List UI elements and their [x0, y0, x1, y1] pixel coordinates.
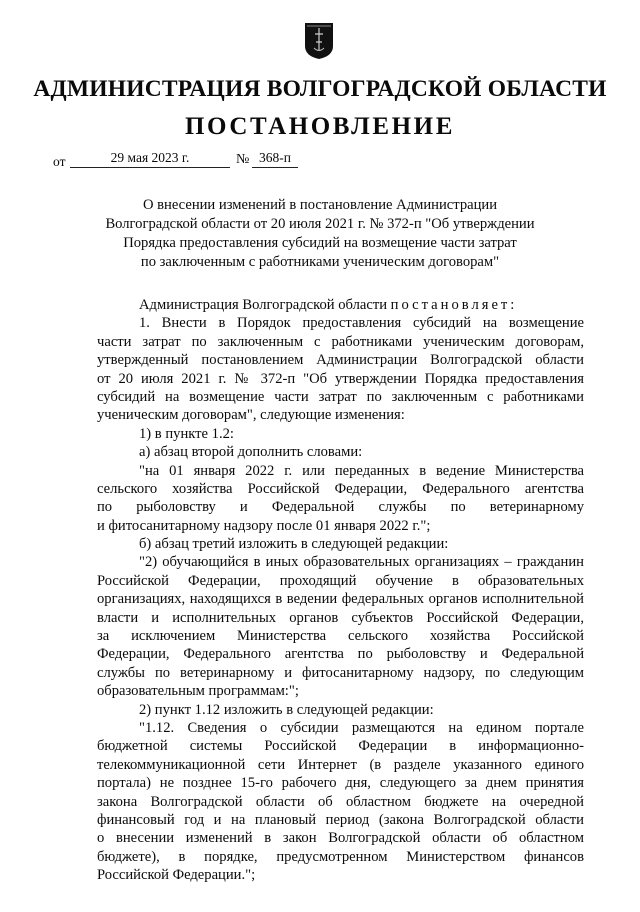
body-line: Российской Федерации, проходящий обучение в образовательных	[97, 572, 584, 589]
decree-number: 368-п	[252, 150, 298, 168]
preamble-subject: Администрация Волгоградской области	[139, 297, 388, 313]
body-line: утвержденный постановлением Администрации Волгоградской области	[97, 352, 584, 369]
body-line: портала) не позднее 15-го рабочего дня, следующего за днем принятия	[97, 775, 584, 792]
decree-body	[97, 296, 584, 885]
body-line: финансовый год и на плановый период (закона Волгоградской области	[97, 811, 584, 828]
body-line: сельского хозяйства Российской Федерации, Федерального агентства	[97, 480, 584, 497]
body-line: субсидий на возмещение части затрат по заключенным с работниками	[97, 388, 584, 405]
body-line: образовательным программам:";	[97, 683, 299, 700]
body-line: по рыболовству и Федеральной службы по ветеринарному	[97, 499, 584, 516]
body-line: организациях, находящихся в ведении федеральных органов исполнительной	[97, 591, 584, 608]
date-label: от	[53, 154, 66, 169]
title-line: Порядка предоставления субсидий на возмещение части затрат	[123, 235, 517, 251]
preamble-verb: постановляет:	[390, 297, 518, 313]
body-line: и фитосанитарному надзору после 01 января 2022 г.";	[97, 517, 431, 534]
body-line: Российской Федерации.";	[97, 867, 256, 884]
body-line: за исключением Министерства сельского хозяйства Российской	[97, 628, 584, 645]
body-line: телекоммуникационной сети Интернет (в разделе указанного единого	[97, 756, 584, 773]
body-line: "2) обучающийся в иных образовательных организациях – гражданин	[139, 554, 584, 571]
body-line: ученическим договорам", следующие изменения:	[97, 407, 405, 424]
body-line: о внесении изменений в закон Волгоградской области об областном	[97, 830, 584, 847]
number-label: №	[236, 152, 250, 167]
coat-of-arms-icon	[304, 22, 334, 60]
body-line: закона Волгоградской области об областном бюджете на очередной	[97, 793, 584, 810]
title-line: О внесении изменений в постановление Администрации	[142, 197, 498, 213]
preamble	[97, 296, 584, 314]
title-line: по заключенным с работниками ученическим договорам"	[140, 254, 500, 270]
body-line: власти и исполнительных органов субъектов Российской Федерации,	[97, 609, 584, 626]
decree-date: 29 мая 2023 г.	[70, 150, 230, 168]
body-line: "1.12. Сведения о субсидии размещаются на едином портале	[139, 719, 584, 736]
body-line: 1) в пункте 1.2:	[139, 425, 234, 442]
body-line: 1. Внести в Порядок предоставления субсидий на возмещение	[139, 315, 584, 332]
administration-heading: АДМИНИСТРАЦИЯ ВОЛГОГРАДСКОЙ ОБЛАСТИ	[33, 76, 607, 102]
body-line: бюджете), в порядке, предусмотренном Министерством финансов	[97, 848, 584, 865]
title-line: Волгоградской области от 20 июля 2021 г. № 372-п "Об утверждении	[105, 216, 535, 232]
document-type-heading: ПОСТАНОВЛЕНИЕ	[184, 113, 456, 140]
body-line: "на 01 января 2022 г. или переданных в ведение Министерства	[139, 462, 584, 479]
body-line: а) абзац второй дополнить словами:	[139, 444, 363, 461]
decree-title	[80, 196, 560, 272]
body-line: Федерации, Федерального агентства по рыболовству и Федеральной	[97, 646, 584, 663]
body-line: службы по ветеринарному и фитосанитарному надзору, по следующим	[97, 664, 584, 681]
body-line: от 20 июля 2021 г. № 372-п "Об утверждении Порядка предоставления	[97, 370, 584, 387]
body-line: бюджетной системы Российской Федерации в информационно-	[97, 738, 584, 755]
body-line: части затрат по заключенным с работниками ученическим договорам,	[97, 333, 584, 350]
body-line: 2) пункт 1.12 изложить в следующей редакции:	[139, 701, 434, 718]
body-line: б) абзац третий изложить в следующей редакции:	[139, 536, 449, 553]
